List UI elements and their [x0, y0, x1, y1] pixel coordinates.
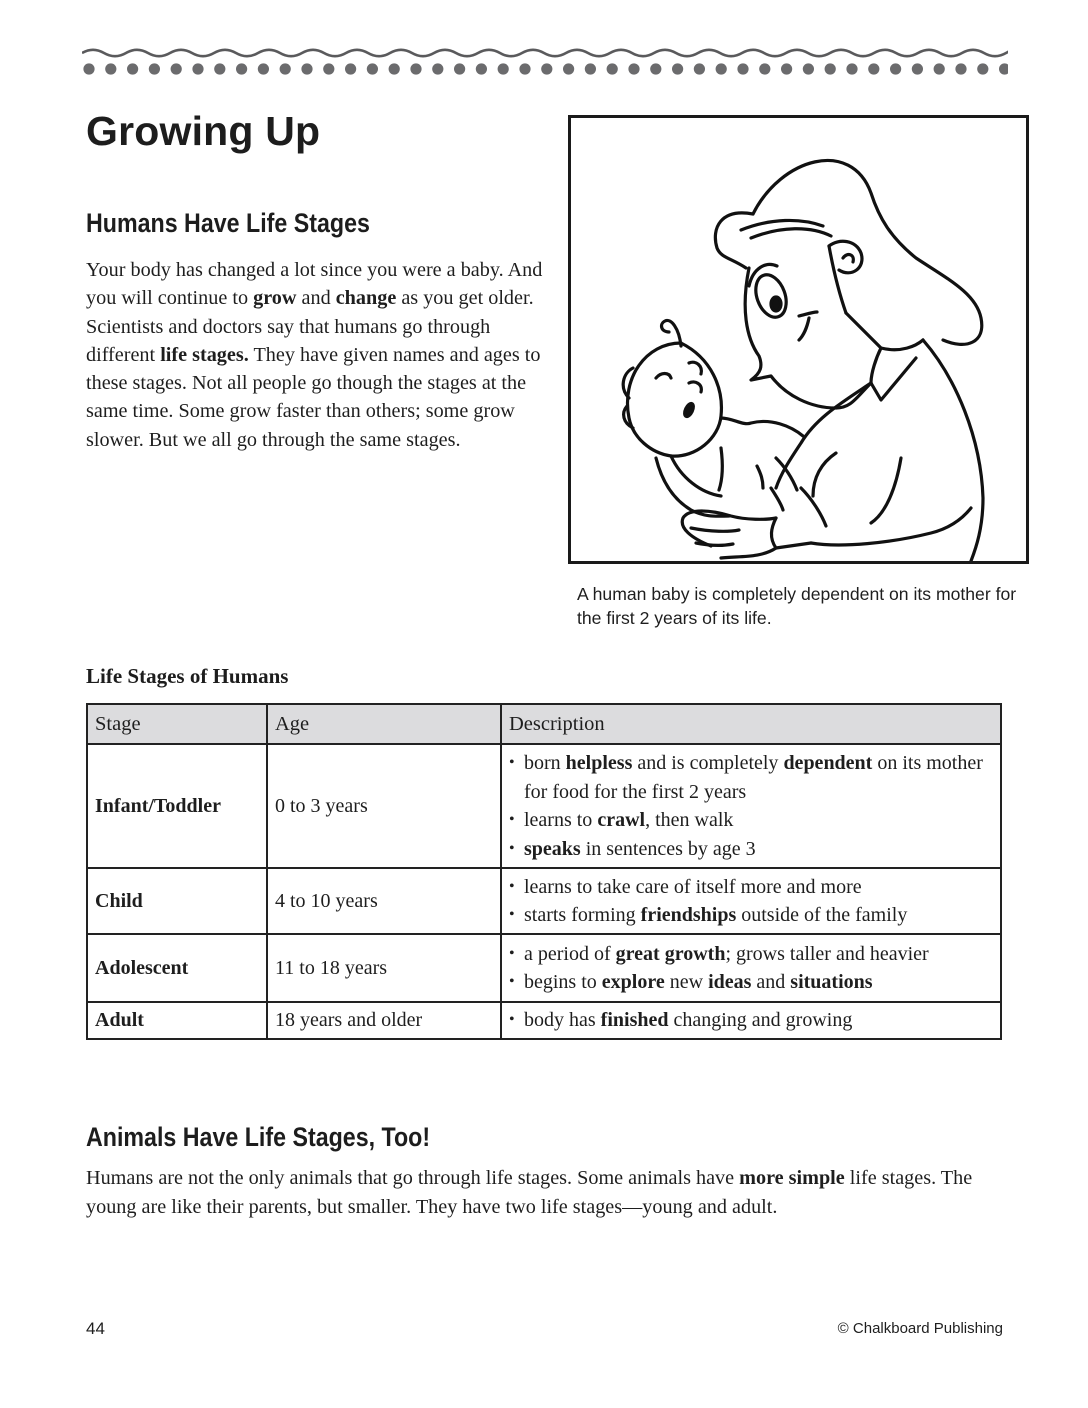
description-cell: [501, 744, 1001, 868]
decorative-dot: [934, 63, 945, 74]
text-run: in sentences by age 3: [580, 837, 756, 860]
bold-term: helpless: [565, 752, 633, 774]
description-bullet: [509, 901, 993, 930]
decorative-dot: [171, 63, 182, 74]
decorative-dot: [258, 63, 269, 74]
text-run: They have given names and ages to these stages. Not all people go though the stages at the same time. Some grow faster than others; some grow slower. But we all go through the same stages.: [86, 343, 541, 451]
description-bullet: [509, 749, 993, 806]
text-run: starts forming: [524, 904, 641, 926]
bold-term: change: [335, 287, 397, 310]
decorative-dot: [628, 63, 639, 74]
decorative-dots: [83, 63, 1008, 74]
bold-term: more simple: [739, 1167, 845, 1189]
bold-term: dependent: [783, 752, 873, 774]
mother-baby-drawing: [571, 118, 1026, 561]
bold-term: crawl: [597, 809, 646, 831]
decorative-dot: [301, 63, 312, 74]
decorative-dot: [825, 63, 836, 74]
decorative-dot: [519, 63, 530, 74]
decorative-dot: [672, 63, 683, 74]
decorative-dot: [454, 63, 465, 74]
description-bullet: [509, 873, 993, 902]
section-heading-humans: Humans Have Life Stages: [86, 208, 370, 238]
description-bullet: [509, 1006, 993, 1035]
decorative-dot: [105, 63, 116, 74]
decorative-dot: [846, 63, 857, 74]
decorative-dot: [323, 63, 334, 74]
text-run: learns to: [524, 809, 598, 831]
decorative-dot: [498, 63, 509, 74]
decorative-dot: [694, 63, 705, 74]
decorative-border: [82, 44, 1008, 80]
age-cell: 0 to 3 years: [267, 744, 501, 868]
decorative-dot: [999, 63, 1008, 74]
copyright-notice: © Chalkboard Publishing: [837, 1320, 1003, 1337]
table-title: Life Stages of Humans: [86, 664, 289, 688]
text-run: a period of: [524, 942, 616, 965]
text-run: and is completely: [632, 752, 784, 774]
description-bullet: [509, 806, 993, 835]
column-header-description: Description: [501, 704, 1001, 744]
page-number: 44: [86, 1319, 105, 1338]
description-list: [509, 749, 993, 863]
age-cell: 4 to 10 years: [267, 868, 501, 934]
description-list: [509, 940, 993, 997]
text-run: , then walk: [645, 809, 734, 831]
text-run: changing and growing: [668, 1009, 853, 1032]
column-header-age: Age: [267, 704, 501, 744]
text-run: ; grows taller and heavier: [725, 942, 929, 965]
description-bullet: [509, 940, 993, 969]
decorative-dot: [977, 63, 988, 74]
description-list: [509, 1006, 993, 1035]
decorative-dot: [890, 63, 901, 74]
decorative-dot: [607, 63, 618, 74]
page-title: Growing Up: [86, 108, 321, 154]
section-heading-animals: Animals Have Life Stages, Too!: [86, 1122, 431, 1152]
text-run: new: [664, 971, 709, 993]
decorative-dot: [781, 63, 792, 74]
decorative-dot: [389, 63, 400, 74]
decorative-dot: [585, 63, 596, 74]
table-row: [87, 744, 1001, 868]
mother-baby-illustration: [568, 115, 1029, 564]
description-cell: [501, 1002, 1001, 1039]
decorative-dot: [737, 63, 748, 74]
illustration-caption: A human baby is completely dependent on its mother for the first 2 years of its life.: [577, 584, 1017, 628]
decorative-dot: [214, 63, 225, 74]
text-run: and: [296, 287, 336, 310]
bold-term: explore: [601, 971, 665, 993]
stage-cell: Adult: [87, 1002, 267, 1039]
decorative-dot: [803, 63, 814, 74]
text-run: begins to: [524, 971, 602, 993]
decorative-dot: [410, 63, 421, 74]
decorative-dot: [716, 63, 727, 74]
text-run: body has: [524, 1009, 601, 1032]
text-run: learns to take care of itself more and more: [524, 875, 862, 898]
description-list: [509, 873, 993, 930]
age-cell: 18 years and older: [267, 1002, 501, 1039]
bold-term: life stages.: [160, 343, 249, 366]
description-cell: [501, 868, 1001, 934]
decorative-wave: [82, 50, 1008, 56]
bold-term: grow: [253, 287, 297, 310]
age-cell: 11 to 18 years: [267, 934, 501, 1002]
column-header-stage: Stage: [87, 704, 267, 744]
decorative-dot: [192, 63, 203, 74]
bold-term: speaks: [524, 837, 581, 860]
description-bullet: [509, 968, 993, 997]
decorative-dot: [345, 63, 356, 74]
table-row: [87, 934, 1001, 1002]
bold-term: finished: [600, 1009, 669, 1032]
decorative-dot: [432, 63, 443, 74]
text-run: on its mother for food for the first 2 years: [524, 752, 983, 803]
stage-cell: Adolescent: [87, 934, 267, 1002]
decorative-dot: [541, 63, 552, 74]
text-run: Humans are not the only animals that go through life stages. Some animals have: [86, 1167, 740, 1189]
stage-cell: Infant/Toddler: [87, 744, 267, 868]
decorative-dot: [280, 63, 291, 74]
bold-term: great growth: [615, 942, 726, 965]
description-cell: [501, 934, 1001, 1002]
text-run: as you get older. Scientists and doctors say that humans go through different: [86, 287, 534, 366]
table-header-row: [87, 704, 1001, 744]
text-run: outside of the family: [736, 904, 908, 926]
intro-paragraph: [86, 256, 556, 454]
description-bullet: [509, 835, 993, 864]
decorative-dot: [563, 63, 574, 74]
decorative-dot: [149, 63, 160, 74]
bold-term: situations: [790, 971, 873, 993]
text-run: and: [751, 971, 791, 993]
text-run: life stages. The young are like their parents, but smaller. They have two life stages—young and adult.: [86, 1167, 973, 1218]
decorative-dot: [912, 63, 923, 74]
decorative-dot: [83, 63, 94, 74]
decorative-dot: [650, 63, 661, 74]
decorative-dot: [868, 63, 879, 74]
decorative-dot: [955, 63, 966, 74]
table-row: [87, 868, 1001, 934]
bold-term: friendships: [640, 904, 737, 926]
decorative-dot: [236, 63, 247, 74]
decorative-dot: [367, 63, 378, 74]
decorative-dot: [759, 63, 770, 74]
life-stages-table: [86, 703, 1002, 1040]
stage-cell: Child: [87, 868, 267, 934]
decorative-dot: [127, 63, 138, 74]
text-run: born: [524, 752, 566, 774]
bold-term: ideas: [708, 971, 752, 993]
table-row: [87, 1002, 1001, 1039]
decorative-dot: [476, 63, 487, 74]
text-run: Your body has changed a lot since you were a baby. And you will continue to: [86, 259, 543, 310]
animals-paragraph: [86, 1164, 1016, 1221]
